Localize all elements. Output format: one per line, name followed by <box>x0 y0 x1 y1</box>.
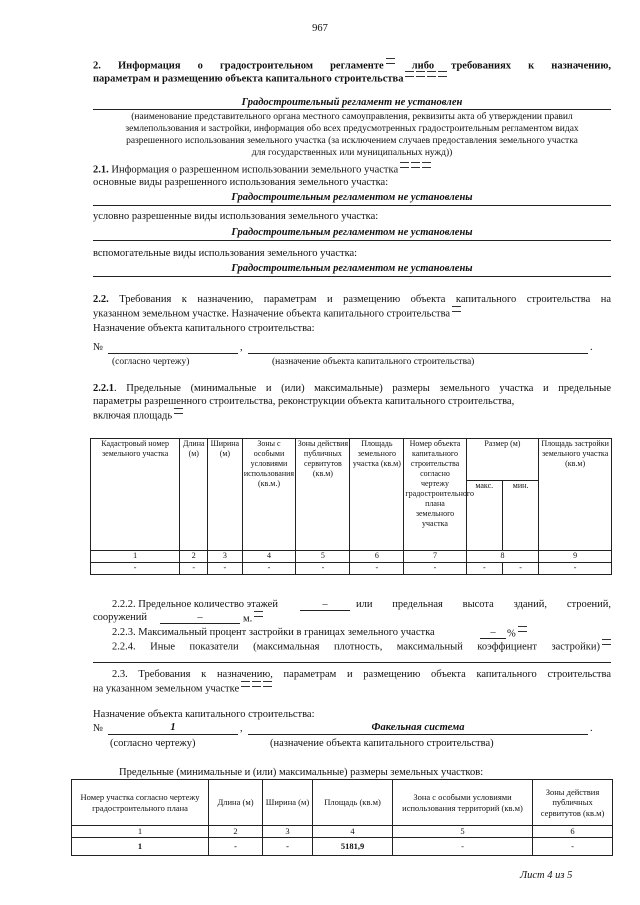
header-area: Площадь земельного участка (кв.м) <box>350 439 404 551</box>
footnote-ref-icon <box>422 162 431 168</box>
underline <box>248 734 588 735</box>
s221-line1: 2.2.1. Предельные (минимальные и (или) максимальные) размеры земельного участка и предельные <box>93 383 611 394</box>
s223-unit: % <box>507 626 527 641</box>
plot-sizes-table <box>71 779 613 856</box>
footnote-ref-icon <box>263 681 272 687</box>
underline <box>108 353 238 354</box>
table-cell: - <box>533 838 613 856</box>
header-area: Площадь (кв.м) <box>313 780 393 826</box>
column-number: 7 <box>404 551 466 563</box>
footnote-ref-icon <box>174 408 183 414</box>
column-number: 8 <box>466 551 539 563</box>
s22-no-sign: № <box>93 342 104 353</box>
footnote-ref-icon <box>241 681 250 687</box>
comma: , <box>240 342 243 353</box>
column-number: 5 <box>296 551 350 563</box>
caption-line: (наименование представительного органа местного самоуправления, реквизиты акта об утверждении правил <box>131 112 573 122</box>
underline <box>93 240 611 241</box>
s21-main-label: основные виды разрешенного использования земельного участка: <box>93 177 389 188</box>
s22-purpose-label: Назначение объекта капитального строительства: <box>93 323 315 334</box>
caption-line: для государственных или муниципальных нужд)) <box>251 148 453 158</box>
page-number: 967 <box>312 23 328 34</box>
header-size-min: мин. <box>502 481 538 551</box>
s224-text: 2.2.4. Иные показатели (максимальная плотность, максимальный коэффициент застройки) <box>112 639 611 654</box>
column-number: 5 <box>393 826 533 838</box>
table-cell: - <box>180 563 208 575</box>
column-number: 6 <box>533 826 613 838</box>
underline <box>93 205 611 206</box>
s221-line3: включая площадь <box>93 408 183 423</box>
column-number: 2 <box>180 551 208 563</box>
table-cell: - <box>539 563 612 575</box>
s23-line1: 2.3. Требования к назначению, параметрам и размещению объекта капитального строительства <box>112 669 611 680</box>
header-zones-public: Зоны действия публичных сервитутов (кв.м) <box>533 780 613 826</box>
header-size: Размер (м) <box>466 439 539 481</box>
column-number: 1 <box>91 551 180 563</box>
parameters-table <box>90 438 612 575</box>
s223-value: – <box>490 627 496 638</box>
header-width: Ширина (м) <box>263 780 313 826</box>
table-cell: - <box>208 563 242 575</box>
s23-table-title: Предельные (минимальные и (или) максимальные) размеры земельных участков: <box>119 767 484 778</box>
s21-title: 2.1. Информация о разрешенном использовании земельного участка <box>93 162 431 177</box>
table-cell: - <box>242 563 296 575</box>
header-zones-special: Зоны с особыми условиями использования (кв.м.) <box>242 439 296 551</box>
table-cell: 5181,9 <box>313 838 393 856</box>
s222-text-c: сооружений <box>93 612 148 623</box>
s222-unit: м. <box>243 611 263 626</box>
footnote-ref-icon <box>411 162 420 168</box>
table-cell: - <box>502 563 538 575</box>
s21-cond-label: условно разрешенные виды использования земельного участка: <box>93 211 379 222</box>
table-cell: - <box>209 838 263 856</box>
footnote-ref-icon <box>252 681 261 687</box>
s22-line2: указанном земельном участке. Назначение объекта капитального строительства <box>93 306 461 321</box>
header-length: Длина (м) <box>209 780 263 826</box>
header-cadastral: Кадастровый номер земельного участка <box>91 439 180 551</box>
column-number: 1 <box>72 826 209 838</box>
s23-caption-right: (назначение объекта капитального строительства) <box>270 738 494 749</box>
table-cell: - <box>404 563 466 575</box>
s21-main-value: Градостроительным регламентом не установлены <box>231 192 473 203</box>
underline <box>108 734 238 735</box>
underline <box>93 109 611 110</box>
s22-caption-left: (согласно чертежу) <box>112 357 190 367</box>
header-size-max: макс. <box>466 481 502 551</box>
table-cell: - <box>393 838 533 856</box>
s23-number-value: 1 <box>170 722 176 733</box>
regulation-value: Градостроительный регламент не установлен <box>241 97 463 108</box>
s23-no-sign: № <box>93 723 104 734</box>
s222-text-b: или предельная высота зданий, строений, <box>356 599 611 610</box>
sheet-footer: Лист 4 из 5 <box>520 870 573 881</box>
column-number: 3 <box>263 826 313 838</box>
column-number: 2 <box>209 826 263 838</box>
footnote-ref-icon <box>452 306 461 312</box>
period: . <box>590 342 593 353</box>
section2-heading-line1: 2. Информация о градостроительном регламенте либо требованиях к назначению, <box>93 58 611 73</box>
footnote-ref-icon <box>518 626 527 632</box>
s21-aux-value: Градостроительным регламентом не установлены <box>231 263 473 274</box>
footnote-ref-icon <box>254 611 263 617</box>
column-number: 4 <box>242 551 296 563</box>
s223-text: 2.2.3. Максимальный процент застройки в границах земельного участка <box>112 627 435 638</box>
caption-line: разрешенного использования земельного участка (за исключением случаев предоставления земельного участка <box>126 136 578 146</box>
header-length: Длина (м) <box>180 439 208 551</box>
s23-name-value: Факельная система <box>371 722 465 733</box>
footnote-ref-icon <box>405 71 414 77</box>
underline <box>93 662 611 663</box>
s22-caption-right: (назначение объекта капитального строительства) <box>272 357 475 367</box>
header-built-area: Площадь застройки земельного участка (кв.м) <box>539 439 612 551</box>
header-zones-public: Зоны действия публичных сервитутов (кв.м) <box>296 439 350 551</box>
footnote-ref-icon <box>386 58 395 64</box>
s222-height-value: – <box>197 612 203 623</box>
underline <box>248 353 588 354</box>
table-cell: - <box>263 838 313 856</box>
s23-caption-left: (согласно чертежу) <box>110 738 196 749</box>
table-cell: - <box>91 563 180 575</box>
s21-aux-label: вспомогательные виды использования земельного участка: <box>93 248 358 259</box>
s222-text-a: 2.2.2. Предельное количество этажей <box>112 599 278 610</box>
footnote-ref-icon <box>416 71 425 77</box>
column-number: 4 <box>313 826 393 838</box>
caption-line: землепользования и застройки, информация обо всех предусмотренных градостроительным регламентом видах <box>125 124 579 134</box>
table-cell: - <box>466 563 502 575</box>
column-number: 9 <box>539 551 612 563</box>
table-cell: - <box>296 563 350 575</box>
s221-line2: параметры разрешенного строительства, реконструкции объекта капитального строительства, <box>93 396 515 407</box>
period: . <box>590 723 593 734</box>
comma: , <box>240 723 243 734</box>
s222-floors-value: – <box>322 599 328 610</box>
column-number: 6 <box>350 551 404 563</box>
table-cell: 1 <box>72 838 209 856</box>
footnote-ref-icon <box>602 639 611 645</box>
section2-heading-line2: параметрам и размещению объекта капитального строительства <box>93 71 447 86</box>
s22-line1: 2.2. Требования к назначению, параметрам и размещению объекта капитального строительства на <box>93 294 612 305</box>
table-cell: - <box>350 563 404 575</box>
column-number: 3 <box>208 551 242 563</box>
s21-cond-value: Градостроительным регламентом не установлены <box>231 227 473 238</box>
footnote-ref-icon <box>400 162 409 168</box>
header-object-no: Номер объекта капитального строительства согласно чертежу градостроительного плана земельного участка <box>404 439 466 551</box>
header-width: Ширина (м) <box>208 439 242 551</box>
s23-line2: на указанном земельном участке <box>93 681 272 696</box>
underline <box>93 276 611 277</box>
s23-purpose-label: Назначение объекта капитального строительства: <box>93 709 315 720</box>
header-plot-no: Номер участка согласно чертежу градостроительного плана <box>72 780 209 826</box>
header-zones-special: Зона с особыми условиями использования территорий (кв.м) <box>393 780 533 826</box>
footnote-ref-icon <box>427 71 436 77</box>
footnote-ref-icon <box>438 71 447 77</box>
